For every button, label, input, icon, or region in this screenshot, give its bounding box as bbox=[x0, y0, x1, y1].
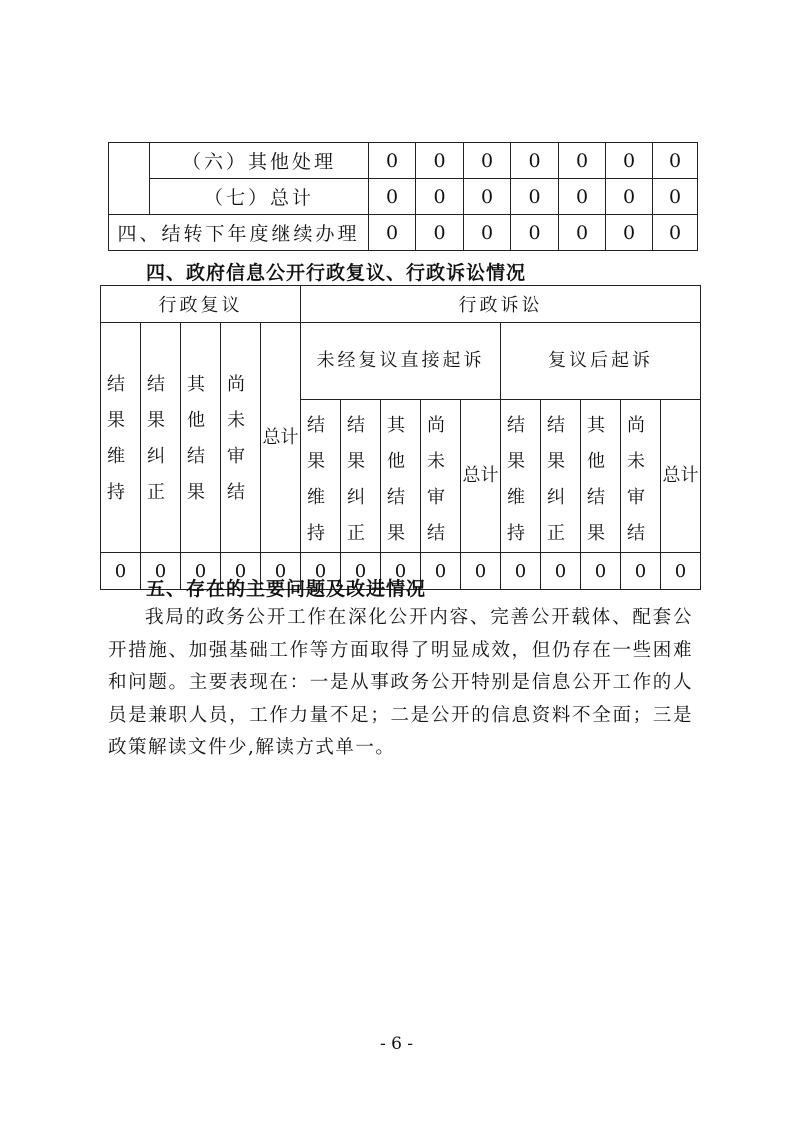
col-total: 总计 bbox=[661, 400, 701, 553]
cell: 0 bbox=[606, 215, 653, 251]
col-pending: 尚未审结 bbox=[421, 400, 461, 553]
cell: 0 bbox=[606, 143, 653, 179]
table-row bbox=[109, 143, 698, 179]
cell: 0 bbox=[661, 553, 701, 590]
cell: 0 bbox=[369, 179, 416, 215]
cell: 0 bbox=[369, 143, 416, 179]
cell: 0 bbox=[501, 553, 541, 590]
cell: 0 bbox=[464, 143, 511, 179]
col-maintained: 结果维持 bbox=[101, 323, 141, 553]
statistics-table-continued bbox=[108, 142, 698, 251]
header-admin-litigation: 行政诉讼 bbox=[301, 286, 701, 323]
table-row bbox=[109, 179, 698, 215]
cell: 0 bbox=[416, 143, 464, 179]
col-corrected: 结果纠正 bbox=[541, 400, 581, 553]
cell: 0 bbox=[421, 553, 461, 590]
row-label: （六）其他处理 bbox=[150, 143, 369, 179]
col-other: 其他结果 bbox=[581, 400, 621, 553]
col-pending: 尚未审结 bbox=[621, 400, 661, 553]
cell: 0 bbox=[461, 553, 501, 590]
cell: 0 bbox=[511, 179, 559, 215]
cell: 0 bbox=[341, 553, 381, 590]
merged-cell bbox=[109, 143, 150, 215]
col-other: 其他结果 bbox=[381, 400, 421, 553]
row-label: 四、结转下年度继续办理 bbox=[109, 215, 369, 251]
row-label: （七）总计 bbox=[150, 179, 369, 215]
cell: 0 bbox=[511, 143, 559, 179]
cell: 0 bbox=[464, 215, 511, 251]
section-heading-review-litigation: 四、政府信息公开行政复议、行政诉讼情况 bbox=[146, 262, 527, 284]
section-heading-problems: 五、存在的主要问题及改进情况 bbox=[146, 578, 427, 600]
cell: 0 bbox=[381, 553, 421, 590]
cell: 0 bbox=[301, 553, 341, 590]
cell: 0 bbox=[653, 215, 698, 251]
cell: 0 bbox=[464, 179, 511, 215]
header-after-review-litigation: 复议后起诉 bbox=[501, 323, 701, 400]
cell: 0 bbox=[606, 179, 653, 215]
cell: 0 bbox=[261, 553, 301, 590]
header-admin-review: 行政复议 bbox=[101, 286, 301, 323]
review-litigation-table bbox=[100, 285, 701, 590]
cell: 0 bbox=[416, 179, 464, 215]
page-number: - 6 - bbox=[379, 1034, 414, 1054]
col-total: 总计 bbox=[261, 323, 301, 553]
header-direct-litigation: 未经复议直接起诉 bbox=[301, 323, 501, 400]
cell: 0 bbox=[581, 553, 621, 590]
col-pending: 尚未审结 bbox=[221, 323, 261, 553]
cell: 0 bbox=[511, 215, 559, 251]
problems-paragraph: 我局的政务公开工作在深化公开内容、完善公开载体、配套公开措施、加强基础工作等方面取得了明显成效，但仍存在一些困难和问题。主要表现在：一是从事政务公开特别是信息公开工作的人员是兼职人员，工作力量不足；二是公开的信息资料不全面；三是政策解读文件少,解读方式单一。 bbox=[108, 607, 693, 758]
cell: 0 bbox=[559, 143, 606, 179]
table-row bbox=[109, 215, 698, 251]
cell: 0 bbox=[416, 215, 464, 251]
col-corrected: 结果纠正 bbox=[341, 400, 381, 553]
col-total: 总计 bbox=[461, 400, 501, 553]
cell: 0 bbox=[559, 179, 606, 215]
cell: 0 bbox=[559, 215, 606, 251]
cell: 0 bbox=[541, 553, 581, 590]
cell: 0 bbox=[369, 215, 416, 251]
cell: 0 bbox=[221, 553, 261, 590]
cell: 0 bbox=[141, 553, 181, 590]
col-maintained: 结果维持 bbox=[301, 400, 341, 553]
cell: 0 bbox=[653, 143, 698, 179]
col-maintained: 结果维持 bbox=[501, 400, 541, 553]
cell: 0 bbox=[101, 553, 141, 590]
cell: 0 bbox=[181, 553, 221, 590]
cell: 0 bbox=[653, 179, 698, 215]
cell: 0 bbox=[621, 553, 661, 590]
col-corrected: 结果纠正 bbox=[141, 323, 181, 553]
col-other: 其他结果 bbox=[181, 323, 221, 553]
